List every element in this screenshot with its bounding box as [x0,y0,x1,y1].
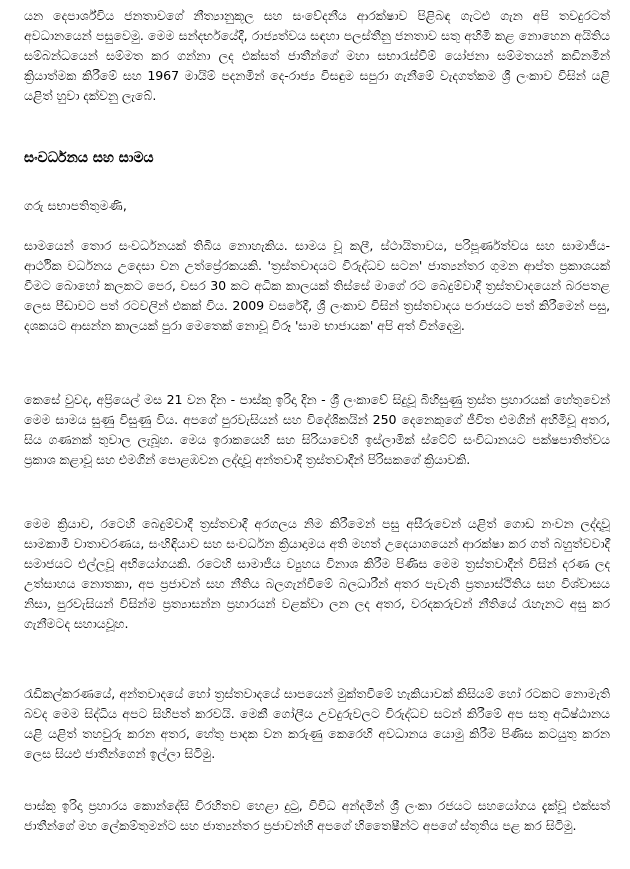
paragraph-radicalization: රැඩිකල්කරණයේ, අන්තවාදයේ හෝ ත්‍රස්තවාදයේ සාපයෙන් මුක්තවීමේ හැකියාවක් කිසියම් හෝ රටකට නොමැති බවද මෙම සිද්ධිය අපට සිහිපත් කරවයි. මෙකී ගෝලීය උවදුරුවලට විරුද්ධව සටන් කිරීමේ අප සතු අධිෂ්ඨානය යළි යළිත් තහවුරු කරන අතර, හේතු පාදක වන කරුණු කෙරෙහි අවධානය යොමු කිරීම පිණිස කටයුතු කරන ලෙස සියළු ජාතීන්ගෙන් ඉල්ලා සිටිමු. [24,686,610,761]
paragraph-peace: සාමයෙන් තොර සංවර්ධනයක් තිබිය නොහැකිය. සාමය වූ කලී, ස්ථායිතාවය, පරිපූර්ණත්වය සහ සාමාජීය- ආර්ථික වර්ධනය උදෙසා වන උත්ප්‍රේරකයකි. 'ත්‍රස්තවාදයට විරුද්ධව සටන' ජාත්‍යන්තර ගුමන ආප්ත ප්‍රකාශයක් වීමට බොහෝ කලකට පෙර, වසර 30 කට අධික කාලයක් තිස්සේ මාගේ රට බෙදුම්වාදී ත්‍රස්තවාදයෙන් බරපතළ ලෙස පීඩාවට පත් රටවලින් එකක් විය. 2009 වසරේදී, ශ්‍රී ලංකාව විසින් ත්‍රස්තවාදය පරාජයට පත් කිරීමෙන් පසු, දශකයට ආසන්න කාලයක් පුරා මෙතෙක් නොවූ විරූ 'සාම භාජායක' අපි අත් වින්දෙමු. [24,238,610,333]
paragraph-gratitude: පාස්කු ඉරිදා ප්‍රහාරය කොන්දේසි විරහිතව හෙළා දුටු, විවිධ අන්දමින් ශ්‍රී ලංකා රජයට සහයෝගය දැක්වූ එක්සත් ජාතීන්ගේ මහ ලේකම්තුමන්ට සහ ජාත්‍යන්තර ප්‍රජාවන්හි අපගේ හිතෛෂීන්ට අපගේ ස්තූතිය පළ කර සිටිමු. [24,798,610,833]
salutation: ගරු සභාපතිතුමණි, [24,198,127,213]
paragraph-easter-attack: කෙසේ වුවද, අප්‍රියෙල් මස 21 වන දින - පාස්කු ඉරිදා දින - ශ්‍රී ලංකාවේ සිදුවූ බිහිසුණු ත්‍රස්ත ප්‍රහාරයක් හේතුවෙන් මෙම සාමය සුණු විසුණු විය. අපගේ පුරවැසියන් සහ විදේශිකයින් 250 දෙනෙකුගේ ජීවිත එමගින් අහිමිවූ අතර, සිය ගණනක් තුවාල ලැබූහ. මෙය ඉරාකයෙහි සහ සිරියාවෙහි ඉස්ලාමික් ස්ටේට් සංවිධානයට පක්ෂපාතිත්වය ප්‍රකාශ කළාවූ සහ එමගින් පොළඹවන ලද්දාවූ අන්තවාදී ත්‍රස්තවාදීන් පිරිසකගේ ක්‍රියාවකි. [24,392,610,467]
paragraph-pluralist-society: මෙම ක්‍රියාව, රටෙහි බෙදුම්වාදී ත්‍රස්තවාදී අරගලය නිම කිරීමෙන් පසු අසීරුවෙන් යළිත් ගොඩ නංවන ලද්දාවූ සාමකාමී වාතාවරණය, සංහිඳියාව සහ සංවර්ධන ක්‍රියාදාමය අති මහත් උදෙයාගයෙන් ආරක්ෂා කර ගත් බහුත්වවාදී සමාජයට එල්ලවූ අභියෝගයකි. රටෙහි සාමාජීය ව්‍යුහය විනාශ කිරීම පිණිස මෙම ත්‍රස්තවාදීන් විසින් දරණ ලද උත්සාහය නොතකා, අප ප්‍රජාවන් සහ නීතිය බලගැන්වීමේ බලධාරීන් අතර පැවැති ප්‍රත්‍යාස්ථිතිය සහ විශ්වාසය නිසා, පුරවැසියන් විසින්ම ප්‍රත්‍යාසන්න ප්‍රහාරයන් වළක්වා ලන ලද අතර, වරදකරුවන් නීතියේ රැහැනට අසු කර ගැනීමටද සහායවූහ. [24,516,610,631]
section-heading: සංවර්ධනය සහ සාමය [24,150,154,166]
paragraph-intro: යන දෙපාර්ශ්විය ජනතාවගේ නීත්‍යානුකූල සහ සංවේදනීය ආරක්ෂාව පිළිබඳ ගැටළු ගැන අපි තවදුරටත් අවධානයෙන් පසුවෙමු. මෙම සන්දර්භයේදී, රාජ්‍යත්වය සඳහා පලස්තීනු ජනතාව සතු අහිමි කළ නොහෙන අයිතිය සම්බන්ධයෙන් සම්මත කර ගන්නා ලද එක්සත් ජාතීන්ගේ මහා සභාරැස්වීම් යෝජනා සම්මතයන් කඩිනමින් ක්‍රියාත්මක කිරීමේ සහ 1967 මායිම් පදනමින් දෙ-රාජ්‍ය විසඳුම සපුරා ගැනීමේ වැදගත්කම ශ්‍රී ලංකාව විසින් යළි යළිත් හුවා දක්වනු ලැබේ. [24,8,610,103]
